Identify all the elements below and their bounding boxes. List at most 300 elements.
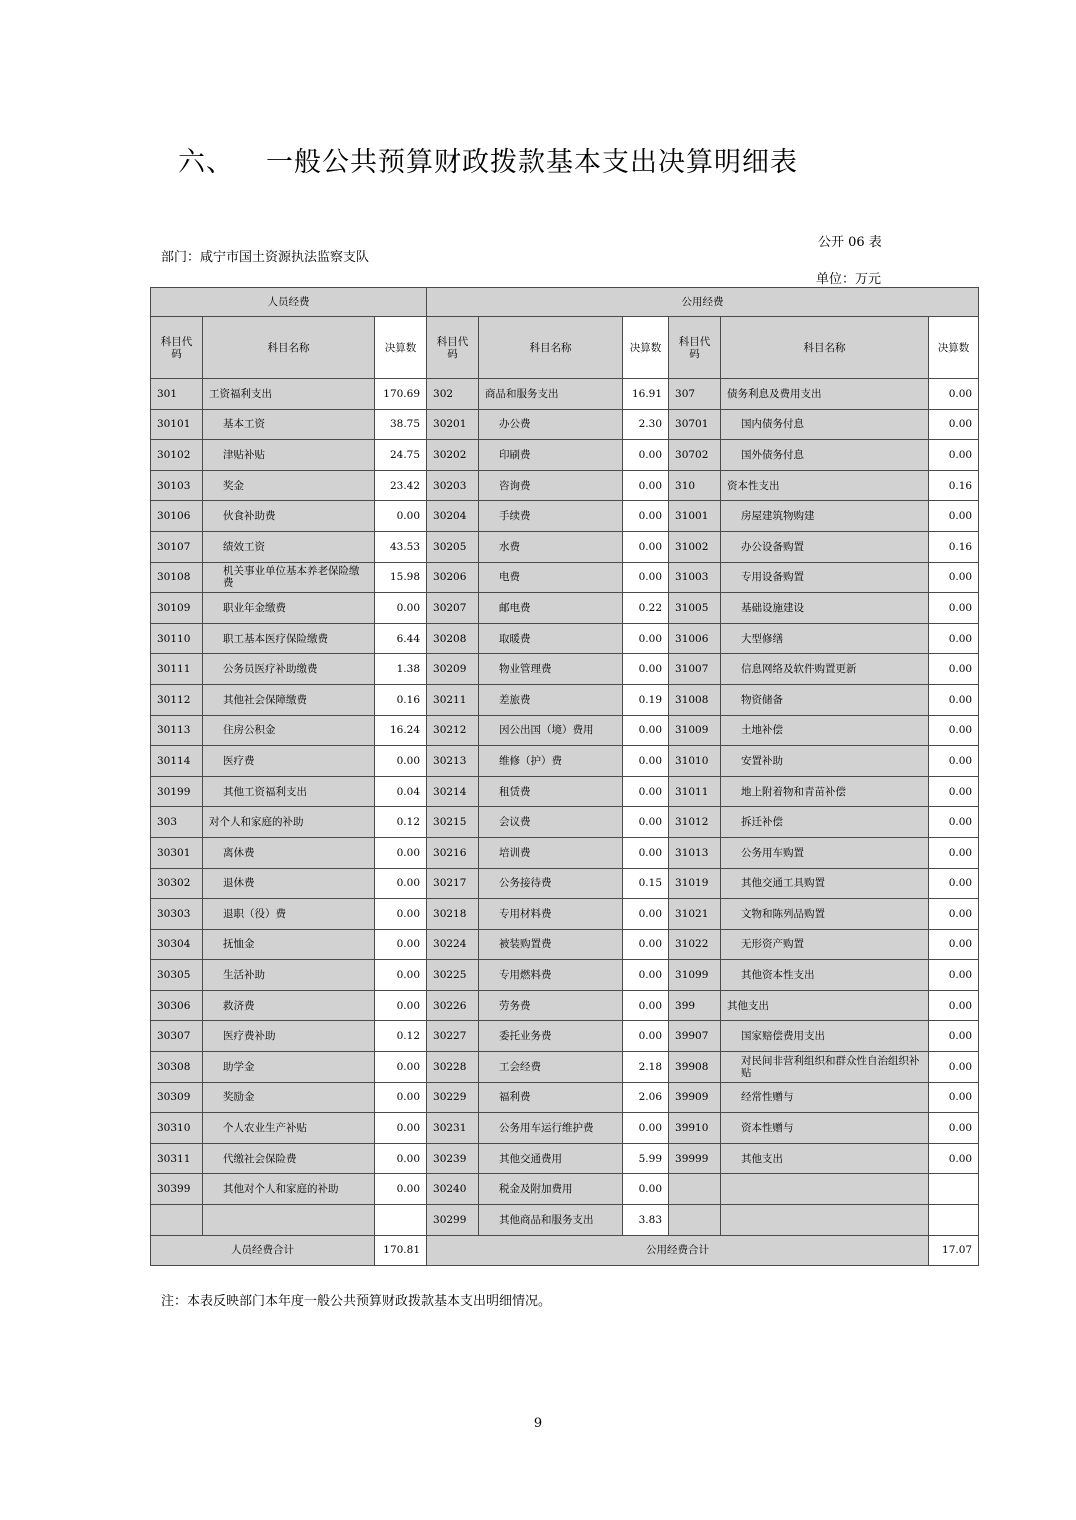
table-row [151, 470, 979, 501]
name-cell: 伙食补助费 [203, 501, 375, 532]
header-row-groups [151, 288, 979, 317]
name-cell: 专用设备购置 [721, 562, 929, 593]
code-cell: 30302 [151, 868, 203, 899]
amount-cell: 0.00 [623, 531, 669, 562]
name-cell: 房屋建筑物购建 [721, 501, 929, 532]
amount-cell: 0.00 [375, 1052, 427, 1083]
code-cell: 30214 [427, 776, 479, 807]
name-cell: 资本性赠与 [721, 1113, 929, 1144]
code-cell: 301 [151, 379, 203, 410]
code-cell: 302 [427, 379, 479, 410]
amount-cell: 5.99 [623, 1143, 669, 1174]
code-cell: 30299 [427, 1205, 479, 1236]
name-cell: 其他对个人和家庭的补助 [203, 1174, 375, 1205]
amount-cell: 0.00 [375, 746, 427, 777]
name-cell: 退职（役）费 [203, 899, 375, 930]
table-row [151, 623, 979, 654]
table-row [151, 746, 979, 777]
name-cell [203, 1205, 375, 1236]
name-cell: 咨询费 [479, 470, 623, 501]
table-row [151, 960, 979, 991]
code-cell: 39910 [669, 1113, 721, 1144]
amount-cell: 0.00 [375, 1174, 427, 1205]
code-cell: 30225 [427, 960, 479, 991]
amount-cell: 0.16 [375, 684, 427, 715]
amount-cell: 3.83 [623, 1205, 669, 1236]
amount-cell: 0.00 [375, 929, 427, 960]
name-cell: 物资储备 [721, 684, 929, 715]
name-cell: 津贴补贴 [203, 440, 375, 471]
name-cell: 会议费 [479, 807, 623, 838]
code-cell: 30209 [427, 654, 479, 685]
amount-cell: 0.16 [929, 531, 979, 562]
code-cell: 30399 [151, 1174, 203, 1205]
amount-cell: 0.00 [929, 409, 979, 440]
amount-cell: 0.00 [375, 593, 427, 624]
col-header-amount: 决算数 [929, 317, 979, 379]
code-cell: 30226 [427, 990, 479, 1021]
code-cell: 30108 [151, 562, 203, 593]
code-cell: 30205 [427, 531, 479, 562]
amount-cell: 0.12 [375, 807, 427, 838]
page-number: 9 [533, 1416, 543, 1431]
amount-cell: 24.75 [375, 440, 427, 471]
amount-cell: 0.00 [623, 501, 669, 532]
name-cell: 住房公积金 [203, 715, 375, 746]
amount-cell: 0.00 [929, 899, 979, 930]
amount-cell [929, 1174, 979, 1205]
name-cell: 工会经费 [479, 1052, 623, 1083]
amount-cell: 0.16 [929, 470, 979, 501]
code-cell: 31005 [669, 593, 721, 624]
name-cell: 医疗费 [203, 746, 375, 777]
amount-cell: 0.00 [623, 715, 669, 746]
amount-cell: 0.00 [375, 1082, 427, 1113]
table-row [151, 868, 979, 899]
name-cell: 基本工资 [203, 409, 375, 440]
name-cell: 税金及附加费用 [479, 1174, 623, 1205]
name-cell: 邮电费 [479, 593, 623, 624]
amount-cell: 0.00 [929, 1143, 979, 1174]
public-header: 公用经费 [427, 288, 979, 317]
code-cell: 30224 [427, 929, 479, 960]
amount-cell: 2.18 [623, 1052, 669, 1083]
personnel-total-label: 人员经费合计 [151, 1235, 375, 1266]
amount-cell: 0.00 [623, 1113, 669, 1144]
code-cell: 399 [669, 990, 721, 1021]
code-cell [151, 1205, 203, 1236]
code-cell: 31009 [669, 715, 721, 746]
code-cell: 30239 [427, 1143, 479, 1174]
amount-cell: 0.00 [375, 837, 427, 868]
amount-cell: 0.00 [623, 837, 669, 868]
amount-cell: 0.00 [929, 807, 979, 838]
name-cell: 取暖费 [479, 623, 623, 654]
code-cell: 30203 [427, 470, 479, 501]
code-cell: 39909 [669, 1082, 721, 1113]
name-cell: 奖金 [203, 470, 375, 501]
table-row [151, 562, 979, 593]
amount-cell: 38.75 [375, 409, 427, 440]
table-row [151, 1205, 979, 1236]
code-cell: 30102 [151, 440, 203, 471]
name-cell: 公务用车运行维护费 [479, 1113, 623, 1144]
code-cell: 30114 [151, 746, 203, 777]
amount-cell: 0.00 [623, 807, 669, 838]
table-row [151, 1082, 979, 1113]
amount-cell: 2.06 [623, 1082, 669, 1113]
table-row [151, 807, 979, 838]
name-cell: 基础设施建设 [721, 593, 929, 624]
code-cell: 310 [669, 470, 721, 501]
col-header-name: 科目名称 [721, 317, 929, 379]
table-row [151, 715, 979, 746]
amount-cell: 0.00 [375, 1113, 427, 1144]
name-cell: 商品和服务支出 [479, 379, 623, 410]
code-cell [669, 1174, 721, 1205]
table-row [151, 531, 979, 562]
name-cell: 土地补偿 [721, 715, 929, 746]
code-cell: 30215 [427, 807, 479, 838]
code-cell: 31010 [669, 746, 721, 777]
code-cell: 30112 [151, 684, 203, 715]
code-cell: 30228 [427, 1052, 479, 1083]
amount-cell: 0.22 [623, 593, 669, 624]
code-cell: 39908 [669, 1052, 721, 1083]
amount-cell: 0.00 [929, 990, 979, 1021]
code-cell: 31011 [669, 776, 721, 807]
code-cell: 31022 [669, 929, 721, 960]
header-row-columns [151, 317, 979, 379]
totals-row [151, 1235, 979, 1266]
code-cell: 31099 [669, 960, 721, 991]
col-header-code: 科目代码 [151, 317, 203, 379]
name-cell: 生活补助 [203, 960, 375, 991]
code-cell: 30208 [427, 623, 479, 654]
code-cell: 31021 [669, 899, 721, 930]
amount-cell: 0.00 [375, 1143, 427, 1174]
name-cell: 经常性赠与 [721, 1082, 929, 1113]
name-cell: 医疗费补助 [203, 1021, 375, 1052]
name-cell: 差旅费 [479, 684, 623, 715]
name-cell: 国外债务付息 [721, 440, 929, 471]
table-row [151, 684, 979, 715]
amount-cell: 0.00 [929, 501, 979, 532]
code-cell: 31019 [669, 868, 721, 899]
code-cell: 30303 [151, 899, 203, 930]
amount-cell: 0.12 [375, 1021, 427, 1052]
name-cell: 抚恤金 [203, 929, 375, 960]
table-row [151, 654, 979, 685]
amount-cell [929, 1205, 979, 1236]
amount-cell: 0.00 [929, 960, 979, 991]
name-cell: 国家赔偿费用支出 [721, 1021, 929, 1052]
amount-cell: 0.00 [375, 960, 427, 991]
name-cell: 资本性支出 [721, 470, 929, 501]
table-row [151, 1021, 979, 1052]
table-row [151, 776, 979, 807]
code-cell: 31013 [669, 837, 721, 868]
amount-cell: 0.00 [929, 379, 979, 410]
name-cell: 其他社会保障缴费 [203, 684, 375, 715]
name-cell: 被装购置费 [479, 929, 623, 960]
name-cell: 机关事业单位基本养老保险缴费 [203, 562, 375, 593]
amount-cell: 6.44 [375, 623, 427, 654]
amount-cell [375, 1205, 427, 1236]
personnel-header: 人员经费 [151, 288, 427, 317]
code-cell: 30304 [151, 929, 203, 960]
name-cell: 水费 [479, 531, 623, 562]
code-cell: 30227 [427, 1021, 479, 1052]
name-cell: 因公出国（境）费用 [479, 715, 623, 746]
amount-cell: 0.19 [623, 684, 669, 715]
name-cell: 其他支出 [721, 1143, 929, 1174]
table-row [151, 990, 979, 1021]
name-cell: 信息网络及软件购置更新 [721, 654, 929, 685]
amount-cell: 0.00 [929, 1113, 979, 1144]
amount-cell: 0.00 [929, 1052, 979, 1083]
name-cell: 离休费 [203, 837, 375, 868]
name-cell: 地上附着物和青苗补偿 [721, 776, 929, 807]
name-cell: 福利费 [479, 1082, 623, 1113]
amount-cell: 0.00 [929, 623, 979, 654]
name-cell: 其他商品和服务支出 [479, 1205, 623, 1236]
name-cell: 其他工资福利支出 [203, 776, 375, 807]
code-cell: 30310 [151, 1113, 203, 1144]
name-cell: 大型修缮 [721, 623, 929, 654]
amount-cell: 0.00 [623, 440, 669, 471]
code-cell: 31006 [669, 623, 721, 654]
table-row [151, 501, 979, 532]
expenditure-table [150, 287, 979, 1266]
code-cell: 30107 [151, 531, 203, 562]
name-cell: 其他支出 [721, 990, 929, 1021]
amount-cell: 0.00 [929, 868, 979, 899]
code-cell: 30306 [151, 990, 203, 1021]
amount-cell: 0.00 [623, 776, 669, 807]
amount-cell: 0.00 [623, 990, 669, 1021]
code-cell: 30301 [151, 837, 203, 868]
code-cell: 30101 [151, 409, 203, 440]
amount-cell: 16.24 [375, 715, 427, 746]
amount-cell: 0.00 [929, 1082, 979, 1113]
amount-cell: 0.00 [623, 623, 669, 654]
amount-cell: 23.42 [375, 470, 427, 501]
amount-cell: 0.00 [375, 501, 427, 532]
code-cell: 30217 [427, 868, 479, 899]
amount-cell: 0.00 [375, 868, 427, 899]
name-cell: 公务用车购置 [721, 837, 929, 868]
name-cell: 办公设备购置 [721, 531, 929, 562]
name-cell: 助学金 [203, 1052, 375, 1083]
table-row [151, 440, 979, 471]
name-cell: 劳务费 [479, 990, 623, 1021]
table-row [151, 837, 979, 868]
table-row [151, 1174, 979, 1205]
code-cell: 30308 [151, 1052, 203, 1083]
code-cell: 30702 [669, 440, 721, 471]
name-cell: 个人农业生产补贴 [203, 1113, 375, 1144]
name-cell: 退休费 [203, 868, 375, 899]
name-cell: 其他交通工具购置 [721, 868, 929, 899]
amount-cell: 0.00 [623, 1174, 669, 1205]
unit-label: 单位：万元 [816, 272, 882, 287]
amount-cell: 16.91 [623, 379, 669, 410]
public-total-value: 17.07 [929, 1235, 979, 1266]
amount-cell: 0.00 [929, 654, 979, 685]
code-cell: 31012 [669, 807, 721, 838]
code-cell: 31008 [669, 684, 721, 715]
name-cell: 债务利息及费用支出 [721, 379, 929, 410]
table-row [151, 593, 979, 624]
amount-cell: 0.00 [623, 654, 669, 685]
col-header-code: 科目代码 [427, 317, 479, 379]
amount-cell: 1.38 [375, 654, 427, 685]
code-cell: 30204 [427, 501, 479, 532]
name-cell: 委托业务费 [479, 1021, 623, 1052]
amount-cell: 0.00 [623, 746, 669, 777]
name-cell: 其他交通费用 [479, 1143, 623, 1174]
amount-cell: 0.00 [929, 562, 979, 593]
name-cell: 专用燃料费 [479, 960, 623, 991]
table-row [151, 409, 979, 440]
code-cell: 30212 [427, 715, 479, 746]
name-cell: 公务接待费 [479, 868, 623, 899]
code-cell: 30111 [151, 654, 203, 685]
code-cell: 31002 [669, 531, 721, 562]
amount-cell: 43.53 [375, 531, 427, 562]
code-cell: 39907 [669, 1021, 721, 1052]
title-number: 六、 [178, 147, 234, 178]
code-cell: 307 [669, 379, 721, 410]
amount-cell: 0.00 [929, 929, 979, 960]
name-cell: 专用材料费 [479, 899, 623, 930]
code-cell: 303 [151, 807, 203, 838]
amount-cell: 0.00 [929, 715, 979, 746]
public-total-label: 公用经费合计 [427, 1235, 929, 1266]
name-cell: 手续费 [479, 501, 623, 532]
col-header-amount: 决算数 [623, 317, 669, 379]
amount-cell: 0.00 [623, 929, 669, 960]
name-cell: 印刷费 [479, 440, 623, 471]
col-header-name: 科目名称 [479, 317, 623, 379]
amount-cell: 0.00 [623, 470, 669, 501]
name-cell: 对民间非营利组织和群众性自治组织补贴 [721, 1052, 929, 1083]
code-cell: 31001 [669, 501, 721, 532]
amount-cell: 0.00 [929, 440, 979, 471]
code-cell: 30216 [427, 837, 479, 868]
col-header-amount: 决算数 [375, 317, 427, 379]
amount-cell: 0.00 [929, 593, 979, 624]
name-cell: 救济费 [203, 990, 375, 1021]
amount-cell: 0.00 [375, 899, 427, 930]
code-cell: 30213 [427, 746, 479, 777]
department-label: 部门：咸宁市国土资源执法监察支队 [161, 250, 370, 265]
name-cell: 安置补助 [721, 746, 929, 777]
name-cell: 代缴社会保险费 [203, 1143, 375, 1174]
code-cell: 30229 [427, 1082, 479, 1113]
code-cell: 30206 [427, 562, 479, 593]
table-code: 公开 06 表 [818, 235, 882, 250]
code-cell: 39999 [669, 1143, 721, 1174]
amount-cell: 0.00 [929, 1021, 979, 1052]
name-cell: 其他资本性支出 [721, 960, 929, 991]
name-cell [721, 1174, 929, 1205]
title-text: 一般公共预算财政拨款基本支出决算明细表 [266, 147, 798, 178]
name-cell: 维修（护）费 [479, 746, 623, 777]
table-row [151, 1143, 979, 1174]
code-cell: 30218 [427, 899, 479, 930]
code-cell: 30309 [151, 1082, 203, 1113]
name-cell: 办公费 [479, 409, 623, 440]
name-cell: 租赁费 [479, 776, 623, 807]
col-header-code: 科目代码 [669, 317, 721, 379]
name-cell: 工资福利支出 [203, 379, 375, 410]
col-header-name: 科目名称 [203, 317, 375, 379]
amount-cell: 0.00 [623, 1021, 669, 1052]
amount-cell: 0.00 [929, 837, 979, 868]
table-row [151, 1052, 979, 1083]
name-cell: 公务员医疗补助缴费 [203, 654, 375, 685]
code-cell [669, 1205, 721, 1236]
name-cell [721, 1205, 929, 1236]
amount-cell: 0.00 [623, 562, 669, 593]
table-row [151, 379, 979, 410]
amount-cell: 0.00 [375, 990, 427, 1021]
code-cell: 30207 [427, 593, 479, 624]
code-cell: 30106 [151, 501, 203, 532]
code-cell: 30305 [151, 960, 203, 991]
code-cell: 31007 [669, 654, 721, 685]
code-cell: 30103 [151, 470, 203, 501]
code-cell: 30311 [151, 1143, 203, 1174]
amount-cell: 0.00 [929, 684, 979, 715]
amount-cell: 170.69 [375, 379, 427, 410]
name-cell: 拆迁补偿 [721, 807, 929, 838]
name-cell: 对个人和家庭的补助 [203, 807, 375, 838]
amount-cell: 15.98 [375, 562, 427, 593]
amount-cell: 2.30 [623, 409, 669, 440]
table-row [151, 929, 979, 960]
name-cell: 绩效工资 [203, 531, 375, 562]
name-cell: 培训费 [479, 837, 623, 868]
amount-cell: 0.00 [929, 776, 979, 807]
name-cell: 物业管理费 [479, 654, 623, 685]
code-cell: 30231 [427, 1113, 479, 1144]
code-cell: 30202 [427, 440, 479, 471]
amount-cell: 0.04 [375, 776, 427, 807]
personnel-total-value: 170.81 [375, 1235, 427, 1266]
code-cell: 30113 [151, 715, 203, 746]
name-cell: 职业年金缴费 [203, 593, 375, 624]
code-cell: 31003 [669, 562, 721, 593]
amount-cell: 0.00 [623, 899, 669, 930]
code-cell: 30201 [427, 409, 479, 440]
amount-cell: 0.00 [929, 746, 979, 777]
code-cell: 30211 [427, 684, 479, 715]
code-cell: 30110 [151, 623, 203, 654]
name-cell: 电费 [479, 562, 623, 593]
code-cell: 30240 [427, 1174, 479, 1205]
amount-cell: 0.15 [623, 868, 669, 899]
name-cell: 文物和陈列品购置 [721, 899, 929, 930]
name-cell: 奖励金 [203, 1082, 375, 1113]
code-cell: 30701 [669, 409, 721, 440]
code-cell: 30199 [151, 776, 203, 807]
page-title [178, 140, 798, 179]
name-cell: 国内债务付息 [721, 409, 929, 440]
table-row [151, 899, 979, 930]
